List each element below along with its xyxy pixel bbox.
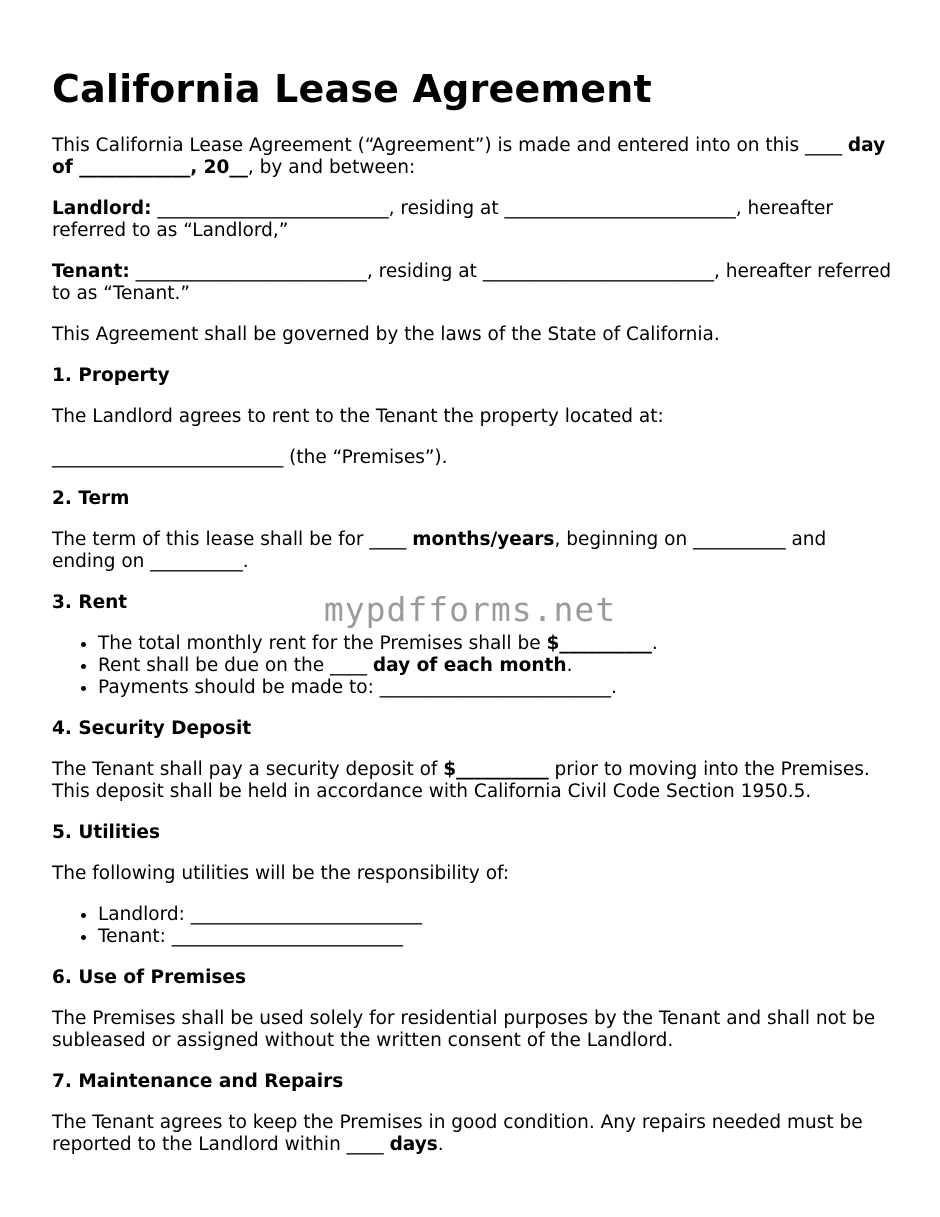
rent-due-day: day of each month — [372, 655, 567, 676]
use-paragraph: The Premises shall be used solely for residential purposes by the Tenant and shall not be subleased or assigned without the written consent of the Landlord. — [52, 1008, 876, 1051]
document-title: California Lease Agreement — [52, 67, 652, 111]
rent-item1-end: . — [651, 633, 658, 654]
utilities-text: The following utilities will be the responsibility of: — [52, 863, 510, 884]
section-heading-utilities: 5. Utilities — [52, 822, 160, 843]
list-item — [98, 633, 892, 655]
section-heading-use-of-premises: 6. Use of Premises — [52, 967, 246, 988]
term-unit: months/years — [412, 529, 555, 550]
landlord-paragraph — [52, 198, 892, 242]
maintenance-paragraph — [52, 1112, 892, 1156]
section-heading-security-deposit: 4. Security Deposit — [52, 718, 252, 739]
maintenance-days: days — [389, 1134, 438, 1155]
tenant-label: Tenant: — [52, 261, 130, 282]
section-heading-maintenance: 7. Maintenance and Repairs — [52, 1071, 344, 1092]
rent-list — [52, 633, 892, 699]
property-address-line: _________________________ (the “Premises”). — [52, 447, 448, 468]
intro-date-blank: day of ____________, 20__ — [52, 135, 886, 178]
maintenance-text-c: . — [437, 1134, 444, 1155]
intro-text-a: This California Lease Agreement (“Agreement”) is made and entered into on this ____ — [52, 135, 848, 156]
list-item: • Landlord: _________________________ — [98, 904, 892, 926]
list-item: • Payments should be made to: _________________________. — [98, 677, 892, 699]
list-item: • Tenant: _________________________ — [98, 926, 892, 948]
tenant-paragraph — [52, 261, 892, 305]
governing-law-paragraph: This Agreement shall be governed by the laws of the State of California. — [52, 324, 720, 345]
section-heading-property: 1. Property — [52, 365, 170, 386]
document-page — [52, 66, 892, 1175]
utilities-list — [52, 904, 892, 948]
maintenance-text-a: The Tenant agrees to keep the Premises in good condition. Any repairs needed must be reported to the Landlord within ____ — [52, 1112, 863, 1155]
term-text-a: The term of this lease shall be for ____ — [52, 529, 413, 550]
rent-item2-text: Rent shall be due on the ____ — [98, 655, 373, 676]
term-text-c: , beginning on __________ and ending on __________. — [52, 529, 827, 572]
deposit-text-c: prior to moving into the Premises. This deposit shall be held in accordance with California Civil Code Section 1950.5. — [52, 759, 870, 802]
rent-item1-text: The total monthly rent for the Premises shall be — [98, 633, 547, 654]
section-heading-rent: 3. Rent — [52, 592, 128, 613]
tenant-text: _________________________, residing at _________________________, hereafter referred to as “Tenant.” — [52, 261, 892, 304]
term-paragraph — [52, 529, 892, 573]
watermark: mypdfforms.net — [323, 590, 617, 629]
intro-paragraph — [52, 135, 892, 179]
landlord-label: Landlord: — [52, 198, 152, 219]
section-heading-term: 2. Term — [52, 488, 130, 509]
deposit-text-a: The Tenant shall pay a security deposit of — [52, 759, 444, 780]
rent-amount-blank: $__________ — [546, 633, 652, 654]
intro-text-c: , by and between: — [247, 157, 416, 178]
rent-item2-end: . — [566, 655, 573, 676]
property-text: The Landlord agrees to rent to the Tenant the property located at: — [52, 406, 664, 427]
deposit-amount-blank: $__________ — [443, 759, 549, 780]
list-item — [98, 655, 892, 677]
deposit-paragraph — [52, 759, 892, 803]
landlord-text: _________________________, residing at _________________________, hereafter referred to as “Landlord,” — [52, 198, 833, 241]
